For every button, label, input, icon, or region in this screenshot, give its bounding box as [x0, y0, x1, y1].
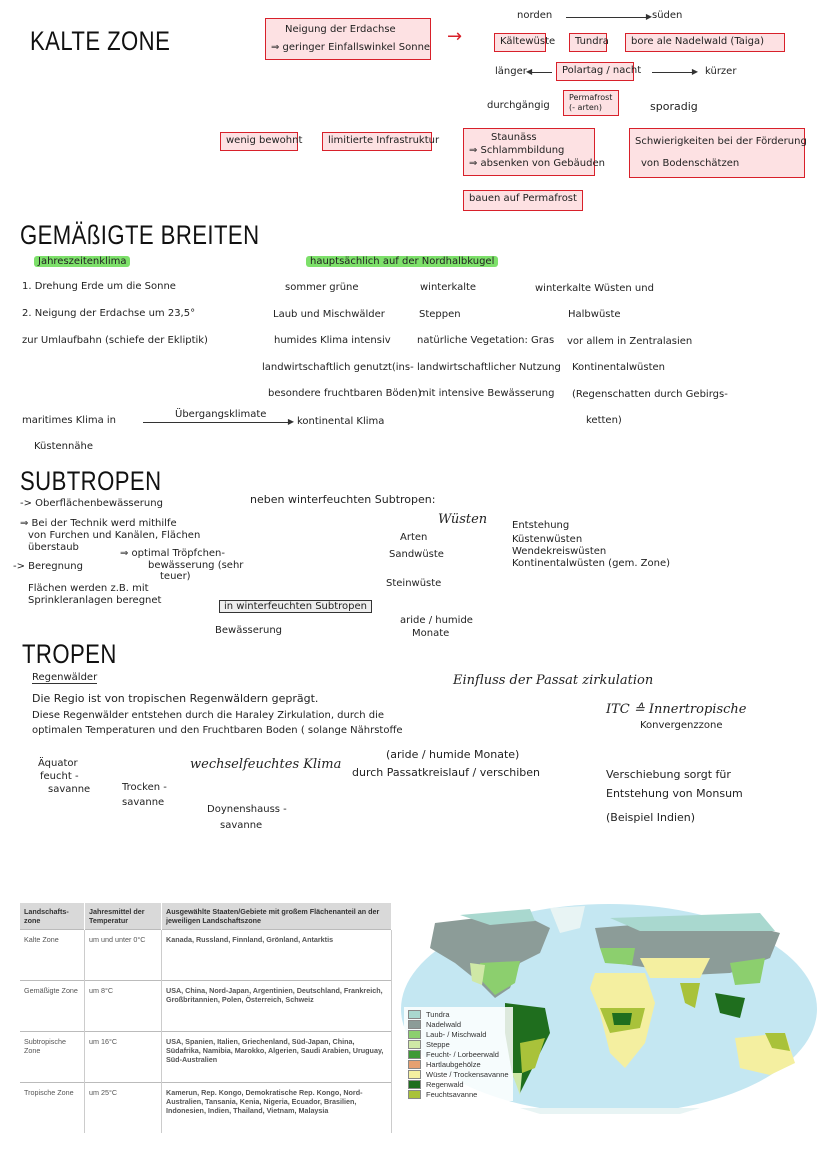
legend-item [408, 1049, 509, 1059]
table-cell: Tropische Zone [20, 1083, 85, 1134]
label-nordhalbkugel [306, 256, 498, 267]
text-line: mit intensive Bewässerung [419, 388, 555, 399]
text-line: Wendekreiswüsten [512, 546, 607, 557]
arrow-line [652, 72, 692, 73]
legend-label: Regenwald [426, 1079, 464, 1089]
text-line: überstaub [28, 542, 79, 553]
note-text: Permafrost [569, 93, 613, 102]
arrow-line [566, 17, 646, 18]
label-jahreszeitenklima [34, 256, 130, 267]
table-cell: USA, Spanien, Italien, Griechenland, Süd-Japan, China, Südafrika, Namibia, Marokko, Algerien, Saudi Arabien, Uruguay, Süd-Australien [162, 1032, 392, 1083]
text-line: winterkalte [420, 282, 477, 293]
text-line: natürliche Vegetation: Gras [417, 335, 555, 346]
text-line: Arten [400, 532, 428, 543]
section-title-tropen: TROPEN [22, 639, 117, 669]
landmass-wueste [640, 958, 710, 978]
table-cell: um 8°C [85, 981, 162, 1032]
section-title-gemaessigte-breiten: GEMÄßIGTE BREITEN [20, 220, 260, 250]
table-cell: Kamerun, Rep. Kongo, Demokratische Rep. Kongo, Nord-Australien, Tansania, Kenia, Nigeria, Ecuador, Brasilien, Indonesien, Indien, Thailand, Vietnam, Malaysia [162, 1083, 392, 1134]
text-line: durch Passatkreislauf / verschiben [352, 766, 541, 779]
note-box-neigung [265, 18, 431, 60]
text-line: Entstehung [512, 520, 570, 531]
label-norden: norden [517, 10, 553, 21]
text-line: feucht - [40, 771, 79, 782]
note-permafrost [563, 90, 619, 116]
text-line: ITC ≙ Innertropische [606, 702, 747, 717]
text-line: (aride / humide Monate) [386, 748, 520, 761]
legend-item [408, 1079, 509, 1089]
text-line: kontinental Klima [297, 416, 385, 427]
note-polartag: Polartag / nacht [556, 62, 634, 81]
table-cell: Subtropische Zone [20, 1032, 85, 1083]
text-line: vor allem in Zentralasien [567, 336, 693, 347]
text-line: maritimes Klima in [22, 415, 117, 426]
table-cell: um und unter 0°C [85, 930, 162, 981]
text-line: savanne [48, 784, 91, 795]
label-laenger: länger [495, 66, 527, 77]
legend-item [408, 1069, 509, 1079]
text-line: Steinwüste [386, 578, 442, 589]
text-line: Einfluss der Passat zirkulation [453, 673, 654, 688]
highlight-text: Jahreszeitenklima [34, 256, 130, 267]
text-line: ⇒ Bei der Technik werd mithilfe [20, 518, 177, 529]
table-header: Ausgewählte Staaten/Gebiete mit großem Flächenanteil an der jeweiligen Landschaftszone [162, 903, 392, 930]
note-kaeltewueste: Kältewüste [494, 33, 546, 52]
table-header-row [20, 903, 392, 930]
text-line: (Beispiel Indien) [606, 811, 696, 824]
text-line: humides Klima intensiv [274, 335, 391, 346]
note-infrastruktur: limitierte Infrastruktur [322, 132, 432, 151]
text-line: savanne [220, 820, 263, 831]
text-line: Monate [412, 628, 450, 639]
text-line: zur Umlaufbahn (schiefe der Ekliptik) [22, 335, 208, 346]
text-line: Verschiebung sorgt für [606, 768, 731, 781]
note-text: Staunäss [491, 132, 537, 143]
table-header: Jahresmittel der Temperatur [85, 903, 162, 930]
legend-item [408, 1029, 509, 1039]
text-line: aride / humide [400, 615, 473, 626]
note-staunass [463, 128, 605, 176]
landmass-antarctica [520, 1108, 700, 1114]
legend-swatch [408, 1040, 421, 1049]
text-line: Küstenwüsten [512, 534, 583, 545]
legend-label: Tundra [426, 1009, 450, 1019]
legend-item [408, 1039, 509, 1049]
legend-item [408, 1059, 509, 1069]
label-uebergang: Übergangsklimate [175, 409, 267, 420]
text-line: Äquator [38, 758, 78, 769]
text-line: optimalen Temperaturen und den Fruchtbaren Boden ( solange Nährstoffe [32, 725, 403, 736]
map-legend [404, 1007, 513, 1101]
text-line: Die Regio ist von tropischen Regenwäldern geprägt. [32, 692, 319, 705]
label-sporadig: sporadig [650, 100, 698, 113]
section-title-kalte-zone: KALTE ZONE [30, 26, 171, 56]
text-line: Laub und Mischwälder [273, 309, 385, 320]
text-line: Kontinentalwüsten [572, 362, 666, 373]
text-line: 2. Neigung der Erdachse um 23,5° [22, 308, 196, 319]
text-line: Sprinkleranlagen beregnet [28, 595, 162, 606]
boxed-text-winterfeucht: in winterfeuchten Subtropen [219, 600, 372, 613]
legend-label: Hartlaubgehölze [426, 1059, 481, 1069]
text-line: Steppen [419, 309, 461, 320]
text-line: landwirtschaftlich genutzt(ins- [262, 362, 414, 373]
legend-item [408, 1019, 509, 1029]
note-nadelwald: bore ale Nadelwald (Taiga) [625, 33, 785, 52]
legend-label: Nadelwald [426, 1019, 462, 1029]
note-text: Neigung der Erdachse [285, 24, 396, 35]
note-text: von Bodenschätzen [641, 158, 740, 169]
note-text: ⇒ Schlammbildung [469, 145, 565, 156]
text-line: savanne [122, 797, 165, 808]
legend-label: Laub- / Mischwald [426, 1029, 487, 1039]
legend-swatch [408, 1080, 421, 1089]
table-cell: Kanada, Russland, Finnland, Grönland, Antarktis [162, 930, 392, 981]
text-line: bewässerung (sehr [148, 560, 244, 571]
text-line: -> Beregnung [13, 561, 83, 572]
legend-label: Feuchtsavanne [426, 1089, 478, 1099]
zones-table [20, 903, 392, 1133]
highlight-text: hauptsächlich auf der Nordhalbkugel [306, 256, 498, 267]
legend-swatch [408, 1050, 421, 1059]
label-regenwaelder: Regenwälder [32, 672, 98, 683]
text-line: Diese Regenwälder entstehen durch die Haraley Zirkulation, durch die [32, 710, 385, 721]
table-header: Landschafts- zone [20, 903, 85, 930]
text-line: sommer grüne [285, 282, 359, 293]
note-text: ⇒ absenken von Gebäuden [469, 158, 605, 169]
table-cell: um 25°C [85, 1083, 162, 1134]
text-line: Bewässerung [215, 625, 283, 636]
label-sueden: süden [652, 10, 683, 21]
legend-label: Steppe [426, 1039, 450, 1049]
legend-label: Feucht- / Lorbeerwald [426, 1049, 499, 1059]
legend-swatch [408, 1010, 421, 1019]
arrow-icon: → [447, 26, 463, 47]
legend-swatch [408, 1090, 421, 1099]
table-cell: Kalte Zone [20, 930, 85, 981]
text-line: besondere fruchtbaren Böden) [268, 388, 422, 399]
text-line: Wüsten [438, 512, 488, 527]
landmass-regenwald [612, 1013, 632, 1025]
text-line: -> Oberflächenbewässerung [20, 498, 163, 509]
table-cell: USA, China, Nord-Japan, Argentinien, Deutschland, Frankreich, Großbritannien, Polen, Österreich, Schweiz [162, 981, 392, 1032]
note-text: Schwierigkeiten bei der Förderung [635, 136, 807, 147]
text-line: neben winterfeuchten Subtropen: [250, 493, 436, 506]
label-durchgaengig: durchgängig [487, 100, 550, 111]
text-line: Sandwüste [389, 549, 444, 560]
table-cell: Gemäßigte Zone [20, 981, 85, 1032]
text-line: Flächen werden z.B. mit [28, 583, 149, 594]
legend-swatch [408, 1030, 421, 1039]
note-tundra: Tundra [569, 33, 607, 52]
legend-swatch [408, 1020, 421, 1029]
text-line: (Regenschatten durch Gebirgs- [572, 389, 728, 400]
note-wenig-bewohnt: wenig bewohnt [220, 132, 298, 151]
table-row [20, 1032, 392, 1083]
arrow-line [532, 72, 552, 73]
text-line: Trocken - [122, 782, 167, 793]
legend-item [408, 1089, 509, 1099]
section-title-subtropen: SUBTROPEN [20, 466, 162, 496]
table-row [20, 930, 392, 981]
text-line: ketten) [586, 415, 622, 426]
text-line: Halbwüste [568, 309, 621, 320]
text-line: Küstennähe [34, 441, 93, 452]
note-text: (- arten) [569, 103, 602, 112]
text-line: Kontinentalwüsten (gem. Zone) [512, 558, 671, 569]
note-text: ⇒ geringer Einfallswinkel Sonne [271, 42, 431, 53]
text-line: Entstehung von Monsum [606, 787, 743, 800]
landmass-laubwald [600, 948, 635, 965]
note-bauen-permafrost: bauen auf Permafrost [463, 190, 583, 211]
note-schwierigkeiten [629, 128, 805, 178]
text-line: landwirtschaftlicher Nutzung [417, 362, 561, 373]
text-line: winterkalte Wüsten und [535, 283, 654, 294]
text-line: von Furchen und Kanälen, Flächen [28, 530, 201, 541]
text-line: 1. Drehung Erde um die Sonne [22, 281, 176, 292]
arrow-line [143, 422, 288, 423]
legend-item [408, 1009, 509, 1019]
text-line: wechselfeuchtes Klima [190, 757, 342, 772]
legend-label: Wüste / Trockensavanne [426, 1069, 509, 1079]
label-kuerzer: kürzer [705, 66, 737, 77]
table-cell: um 16°C [85, 1032, 162, 1083]
text-line: ⇒ optimal Tröpfchen- [120, 548, 225, 559]
legend-swatch [408, 1070, 421, 1079]
text-line: Doynenshauss - [207, 804, 287, 815]
text-line: Konvergenzzone [640, 720, 723, 731]
legend-swatch [408, 1060, 421, 1069]
table-row [20, 1083, 392, 1134]
table-row [20, 981, 392, 1032]
text-line: teuer) [160, 571, 191, 582]
